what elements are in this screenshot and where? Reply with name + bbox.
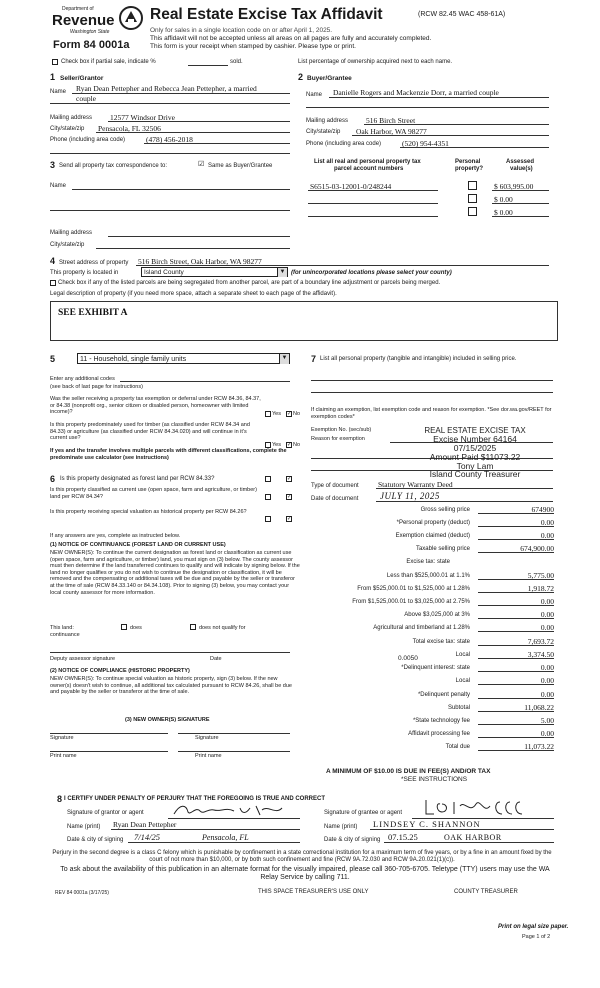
seller-name-line2[interactable]: couple [76, 94, 96, 103]
calc-row-line [478, 526, 554, 527]
calc-row-value[interactable]: 0.00 [540, 690, 554, 699]
calc-row-line [478, 579, 554, 580]
personal-property-line[interactable] [311, 380, 553, 381]
corr-city-label: City/state/zip [50, 242, 85, 248]
same-as-buyer-checkbox[interactable]: ☑ [198, 161, 205, 168]
same-as-buyer-label: Same as Buyer/Grantee [208, 163, 273, 169]
seller-phone-label: Phone (including area code) [50, 137, 126, 143]
forest-no-checkbox[interactable]: ✓ [287, 476, 292, 482]
buyer-mailing-label: Mailing address [306, 118, 349, 124]
does-checkbox[interactable] [121, 624, 127, 630]
section-number: 3 [50, 160, 56, 170]
date-of-document[interactable]: JULY 11, 2025 [380, 491, 440, 501]
section-number: 8 [57, 794, 63, 804]
legal-paper-note: Print on legal size paper. [498, 924, 569, 930]
underline [96, 132, 290, 133]
underline [50, 153, 290, 154]
calc-row-line [478, 552, 554, 553]
land-use-select[interactable] [77, 353, 290, 364]
historic-yes-checkbox[interactable] [265, 516, 271, 522]
q1-yes-checkbox[interactable] [265, 411, 271, 417]
county-value: Island County [144, 269, 184, 276]
assessed-col-header-2: value(s) [510, 166, 533, 172]
assessed-col-header: Assessed [506, 159, 535, 165]
seller-mailing-label: Mailing address [50, 115, 93, 121]
grantor-city[interactable]: Pensacola, FL [202, 833, 249, 842]
header-line3: This form is your receipt when stamped by cashier. Please type or print. [150, 43, 356, 50]
assessed-value[interactable]: $ 0.00 [494, 208, 513, 217]
calc-row-label: From $1,525,000.01 to $3,025,000 at 2.75% [352, 599, 470, 605]
grantor-date[interactable]: 7/14/25 [134, 832, 160, 842]
section-number: 7 [311, 354, 317, 364]
calc-row-label: Less than $525,000.01 at 1.1% [386, 573, 470, 579]
assessed-value[interactable]: $ 0.00 [494, 195, 513, 204]
personal-col-header-2: property? [455, 166, 484, 172]
calc-row-line [478, 711, 554, 712]
assessed-value[interactable]: $ 603,995.00 [494, 182, 534, 191]
seller-city[interactable]: Pensacola, FL 32506 [98, 124, 161, 133]
rcw-reference: (RCW 82.45 WAC 458-61A) [418, 11, 506, 18]
land-use-value: 11 - Household, single family units [80, 355, 187, 363]
calc-row-label: Exemption claimed (deduct) [395, 533, 470, 539]
underline [308, 190, 438, 191]
grantee-signature-label: Signature of grantee or agent [324, 810, 403, 816]
calc-row-value[interactable]: 0.00 [540, 610, 554, 619]
buyer-name-label: Name [306, 92, 323, 98]
new-owner-title: (3) NEW OWNER(S) SIGNATURE [125, 717, 210, 723]
print-name-label: Print name [50, 753, 77, 759]
underline [168, 818, 300, 819]
buyer-city-label: City/state/zip [306, 129, 341, 135]
form-title: Real Estate Excise Tax Affidavit [150, 6, 383, 23]
new-owner-print-line[interactable] [50, 751, 168, 752]
grantee-name[interactable]: LINDSEY C. SHANNON [373, 819, 481, 829]
seller-name-label: Name [50, 89, 67, 95]
stamp-line: 07/15/2025 [453, 443, 497, 453]
partial-sale-label: Check box if partial sale, indicate % [61, 59, 156, 65]
exemption-note: If claiming an exemption, list exemption code and reason for exemption. *See dor.wa.gov/REET for exemption codes* [311, 407, 552, 420]
header-line2: This affidavit will not be accepted unless all areas on all pages are fully and accurately completed. [150, 35, 432, 42]
corr-mailing-label: Mailing address [50, 230, 93, 236]
calc-row-value[interactable]: 0.00 [540, 623, 554, 632]
does-label: does [130, 625, 142, 631]
timber-question: Is this property predominately used for timber (as classified under RCW 84.34 and 84.33) or agriculture (as classified under RCW 84.34.020) and will continue in it's current use? [50, 422, 250, 441]
calc-row-label: Total excise tax: state [412, 639, 470, 645]
notice-continuance-title: (1) NOTICE OF CONTINUANCE (FOREST LAND OR CURRENT USE) [50, 542, 226, 548]
section-number: 2 [298, 72, 304, 82]
underline [144, 143, 290, 144]
q1-no-checkbox[interactable]: ✓ [287, 411, 292, 417]
section-number: 4 [50, 256, 56, 266]
deputy-date-label: Date [210, 656, 222, 662]
legal-description-label: Legal description of property (if you need more space, attach a separate sheet to each page of the affidavit). [50, 291, 337, 297]
corr-name-label: Name [50, 183, 67, 189]
seller-city-label: City/state/zip [50, 126, 85, 132]
calc-row-line [478, 724, 554, 725]
calc-row-label: Taxable selling price [415, 546, 470, 552]
calc-row-line [478, 737, 554, 738]
parcel-col-header: List all real and personal property tax [314, 159, 421, 165]
calc-row-value[interactable]: 674,900.00 [520, 544, 554, 553]
buyer-name[interactable]: Danielle Rogers and Mackenzie Dorr, a married couple [333, 88, 499, 97]
notice-continuance-body: NEW OWNER(S): To continue the current designation as forest land or classification as current use (open space, farm and agriculture, or timber) land, you must sign on (3) below. The county assessor must then determine if the land transferred continues to qualify and will indicate by signing below. If the land no longer qualifies or you do not wish to continue the designation or classification, it will be removed and the compensating or additional taxes will be due and payable by the seller or transferor at the time of sale (RCW 84.33.140 or 84.34.108). Prior to signing (3) below, you may contact your local county assessor for more information. [50, 550, 300, 596]
personal-property-label: List all personal property (tangible and intangible) included in selling price. [320, 356, 517, 362]
no-label: No [293, 411, 301, 417]
section-number: 5 [50, 354, 56, 364]
seller-name-line1[interactable]: Ryan Dean Pettepher and Rebecca Jean Pettepher, a married [76, 84, 257, 93]
calc-row-line [478, 671, 554, 672]
corr-mailing-line[interactable] [108, 236, 290, 237]
calc-row-line [478, 539, 554, 540]
calc-row-label: Gross selling price [420, 507, 470, 513]
parcel-account-line[interactable] [308, 216, 438, 217]
signature-label: Signature [195, 735, 219, 741]
calc-row-line [478, 698, 554, 699]
continuance-label: continuance [50, 632, 80, 638]
underline [492, 203, 549, 204]
local-rate: 0.0050 [398, 655, 418, 662]
personal-col-header: Personal [455, 159, 481, 165]
calc-row-label: Above $3,025,000 at 3% [404, 612, 470, 618]
chevron-down-icon[interactable]: ▼ [277, 268, 287, 277]
new-owner-signature-line[interactable] [178, 733, 290, 734]
current-use-yes-checkbox[interactable] [265, 494, 271, 500]
seller-heading: Seller/Grantor [60, 75, 104, 82]
type-of-document-label: Type of document [311, 483, 359, 489]
buyer-mailing[interactable]: 516 Birch Street [366, 116, 416, 125]
calc-row-line [478, 658, 554, 659]
street-label: Street address of property [59, 260, 129, 266]
deputy-signature-label: Deputy assessor signature [50, 656, 116, 662]
corr-name-line[interactable] [72, 189, 290, 190]
calc-row-value[interactable]: 7,693.72 [527, 637, 554, 646]
accessibility-notice: To ask about the availability of this publication in an alternate format for the visually impaired, please call 360-705-6705. Teletype (TTY) users may use the WA Relay Service by calling 711. [60, 866, 550, 881]
stamp-line: Amount Paid $11073.22 [429, 452, 521, 462]
print-name-label: Print name [195, 753, 222, 759]
calc-row-label: *Delinquent interest: state [401, 665, 470, 671]
does-not-checkbox[interactable] [190, 624, 196, 630]
calc-row-label: Total due [445, 744, 470, 750]
personal-property-checkbox[interactable] [468, 194, 477, 203]
calc-row-label: Affidavit processing fee [408, 731, 470, 737]
perjury-notice: Perjury in the second degree is a class C felony which is punishable by confinement in a state correctional institution for a maximum term of five years, or by a fine in an amount fixed by the court of not more than $10,000, or by both such confinement and fine (RCW 9A.72.030 and RCW 9A.20.021(1)(c)). [52, 850, 552, 863]
underline [400, 147, 549, 148]
calc-row-value[interactable]: 11,068.22 [524, 703, 554, 712]
grantor-signature-icon[interactable] [170, 802, 300, 818]
calc-row-label: *State technology fee [412, 718, 470, 724]
additional-codes-label: Enter any additional codes [50, 376, 115, 382]
revision: REV 84 0001a (3/17/25) [55, 890, 109, 896]
county-select[interactable] [141, 267, 288, 277]
underline [108, 121, 290, 122]
buyer-heading: Buyer/Grantee [307, 75, 352, 82]
additional-codes-line[interactable] [120, 381, 290, 382]
new-owner-signature-line[interactable] [50, 733, 168, 734]
calc-row-label: Subtotal [447, 705, 470, 711]
calc-row-label: Excise tax: state [406, 559, 450, 565]
calc-row-value[interactable]: 0.00 [540, 676, 554, 685]
current-use-no-checkbox[interactable]: ✓ [287, 494, 292, 500]
new-owner-print-line[interactable] [178, 751, 290, 752]
underline [128, 842, 300, 843]
personal-property-checkbox[interactable] [468, 181, 477, 190]
no-label: No [293, 442, 301, 448]
calc-row-value[interactable]: 3,374.50 [527, 650, 554, 659]
calc-row-line [478, 684, 554, 685]
partial-sold-label: sold. [230, 59, 243, 65]
calc-row-value[interactable]: 5.00 [540, 716, 554, 725]
section-number: 1 [50, 72, 56, 82]
grantor-name[interactable]: Ryan Dean Pettepher [113, 820, 177, 829]
underline [72, 93, 290, 94]
stamp-line: Excise Number 64164 [433, 434, 517, 444]
see-instructions: *SEE INSTRUCTIONS [401, 776, 468, 783]
timber-note: If yes and the transfer involves multiple parcels with different classifications, complete the predominate use calculator (see instructions) [50, 448, 287, 461]
exemption-no-label: Exemption No. (sec/sub) [311, 427, 372, 433]
calc-row-value[interactable]: 11,073.22 [524, 742, 554, 751]
underline [376, 501, 553, 502]
dept-state: Washington State [70, 29, 110, 35]
seller-mailing[interactable]: 12577 Windsor Drive [110, 113, 175, 122]
q2-no-checkbox[interactable]: ✓ [287, 442, 292, 448]
calc-row-label: *Personal property (deduct) [396, 520, 470, 526]
buyer-phone-label: Phone (including area code) [306, 141, 382, 147]
grantee-city[interactable]: OAK HARBOR [444, 833, 502, 842]
chevron-down-icon[interactable]: ▼ [279, 354, 289, 364]
list-percentage-note: List percentage of ownership acquired next to each name. [298, 59, 453, 65]
calc-row-label: *Delinquent penalty [417, 692, 470, 698]
type-of-document[interactable]: Statutory Warranty Deed [378, 480, 453, 489]
underline [384, 842, 554, 843]
parcel-account[interactable]: S6515-03-12001-0/248244 [310, 182, 392, 191]
underline [50, 210, 290, 211]
stamp-line: Tony Lam [456, 461, 494, 471]
calc-row-line [478, 631, 554, 632]
forest-yes-checkbox[interactable] [265, 476, 271, 482]
notice-compliance-title: (2) NOTICE OF COMPLIANCE (HISTORIC PROPERTY) [50, 668, 190, 674]
calc-row-line [478, 750, 554, 751]
underline [352, 135, 549, 136]
seller-phone[interactable]: (478) 456-2018 [146, 135, 193, 144]
buyer-phone[interactable]: (520) 954-4351 [402, 139, 449, 148]
underline [329, 97, 549, 98]
treasurer-use-label: THIS SPACE TREASURER'S USE ONLY [258, 889, 369, 895]
partial-pct-line[interactable] [188, 65, 228, 66]
correspondence-label: Send all property tax correspondence to: [59, 163, 168, 169]
exemption-question: Was the seller receiving a property tax exemption or deferral under RCW 84.36, 84.37, or 84.38 (nonprofit org., senior citizen or disabled person, homeowner with limited income)? [50, 396, 261, 415]
calc-row-value[interactable]: 0.00 [540, 663, 554, 672]
dept-line1: Department of [62, 6, 94, 12]
grantee-signature-icon[interactable] [420, 796, 550, 818]
calc-row-label: Local [455, 652, 470, 658]
calc-row-value[interactable]: 0.00 [540, 531, 554, 540]
grantee-date[interactable]: 07.15.25 [388, 832, 418, 842]
underline [50, 103, 290, 104]
calc-row-line [478, 605, 554, 606]
personal-property-checkbox[interactable] [468, 207, 477, 216]
underline [492, 190, 549, 191]
personal-property-line[interactable] [311, 392, 553, 393]
current-use-question: Is this property classified as current use (open space, farm and agriculture, or timber) land per RCW 84.34? [50, 487, 257, 500]
this-land-label: This land: [50, 625, 74, 631]
deputy-signature-line[interactable] [50, 652, 290, 653]
parcel-account-line[interactable] [308, 203, 438, 204]
calc-row-line [478, 592, 554, 593]
grantee-name-label: Name (print) [324, 824, 358, 830]
stamp-line: REAL ESTATE EXCISE TAX [424, 426, 526, 435]
calc-row-line [478, 513, 554, 514]
signature-label: Signature [50, 735, 74, 741]
underline [306, 107, 549, 108]
revenue-logo-icon [119, 6, 143, 30]
calc-row-value[interactable]: 0.00 [540, 597, 554, 606]
calc-row-line [478, 645, 554, 646]
page-number: Page 1 of 2 [522, 934, 551, 940]
exemption-reason-label: Reason for exemption [311, 436, 365, 442]
grantor-date-city-label: Date & city of signing [67, 837, 124, 843]
calc-row-label: Local [455, 678, 470, 684]
calc-row-label: From $525,000.01 to $1,525,000 at 1.28% [357, 586, 470, 592]
buyer-city[interactable]: Oak Harbor, WA 98277 [356, 127, 427, 136]
underline [136, 265, 549, 266]
historic-question: Is this property receiving special valuation as historical property per RCW 84.26? [50, 509, 247, 515]
corr-city-line[interactable] [96, 248, 290, 249]
underline [376, 488, 553, 489]
calc-row-label: Agricultural and timberland at 1.28% [373, 625, 470, 631]
underline [364, 124, 549, 125]
section-number: 6 [50, 474, 56, 484]
yes-label: Yes [272, 442, 281, 448]
unincorporated-note: (for unincorporated locations please select your county) [291, 270, 452, 276]
form-number: Form 84 0001a [53, 39, 130, 51]
calc-row-value[interactable]: 0.00 [540, 518, 554, 527]
parcel-col-header-2: parcel account numbers [334, 166, 404, 172]
county-treasurer-label: COUNTY TREASURER [454, 889, 518, 895]
calc-row-line [478, 618, 554, 619]
grantor-signature-label: Signature of grantor or agent [67, 810, 144, 816]
calc-row-value[interactable]: 1,918.72 [527, 584, 554, 593]
calc-row-value[interactable]: 674900 [531, 505, 554, 514]
certify-statement: I CERTIFY UNDER PENALTY OF PERJURY THAT THE FOREGOING IS TRUE AND CORRECT [64, 796, 326, 802]
located-label: This property is located in [50, 270, 119, 276]
does-not-label: does not qualify for [199, 625, 246, 631]
calc-row-value[interactable]: 0.00 [540, 729, 554, 738]
stamp-line: Island County Treasurer [429, 469, 521, 479]
underline [111, 829, 300, 830]
if-yes-note: If any answers are yes, complete as instructed below. [50, 533, 181, 539]
grantor-name-label: Name (print) [67, 824, 101, 830]
date-of-document-label: Date of document [311, 496, 359, 502]
forest-question: Is this property designated as forest land per RCW 84.33? [60, 476, 215, 482]
calc-row-value[interactable]: 5,775.00 [527, 571, 554, 580]
minimum-fee-note: A MINIMUM OF $10.00 IS DUE IN FEE(S) AND/OR TAX [326, 768, 491, 775]
legal-description-box[interactable] [50, 301, 558, 341]
header-line1: Only for sales in a single location code on or after April 1, 2025. [150, 27, 333, 34]
additional-codes-note: (see back of last page for instructions) [50, 384, 143, 390]
segregated-checkbox[interactable] [50, 280, 56, 286]
dept-revenue: Revenue [52, 12, 115, 29]
partial-sale-checkbox[interactable] [52, 59, 58, 65]
historic-no-checkbox[interactable]: ✓ [287, 516, 292, 522]
q2-yes-checkbox[interactable] [265, 442, 271, 448]
yes-label: Yes [272, 411, 281, 417]
grantee-date-city-label: Date & city of signing [324, 837, 381, 843]
segregated-label: Check box if any of the listed parcels are being segregated from another parcel, are part of a boundary line adjustment or parcels being merged. [58, 280, 441, 286]
underline [370, 829, 554, 830]
notice-compliance-body: NEW OWNER(S): To continue special valuation as historic property, sign (3) below. If the new owner(s) doesn't wish to continue, all additional tax calculated pursuant to RCW 84.26, shall be due and payable by the seller or transferor at the time of sale. [50, 676, 292, 696]
property-street[interactable]: 516 Birch Street, Oak Harbor, WA 98277 [138, 257, 262, 266]
underline [492, 216, 549, 217]
legal-description: SEE EXHIBIT A [58, 308, 128, 318]
